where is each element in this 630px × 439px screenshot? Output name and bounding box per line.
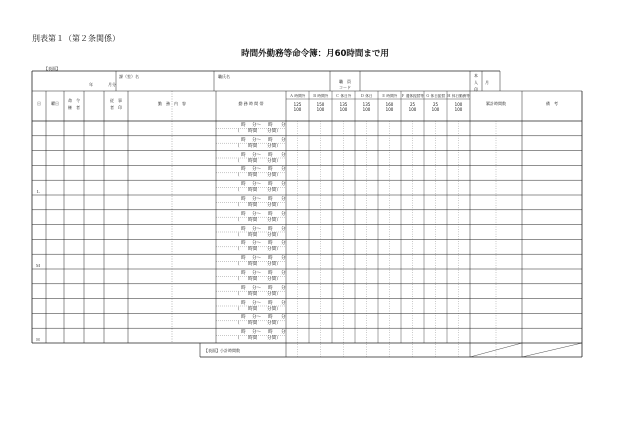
time-end-minute: 分 <box>281 152 286 158</box>
time-end-hour: 時 <box>268 226 273 232</box>
duration-minutes: 分間） <box>267 277 281 282</box>
rate-head-2: Ｃ 休日外 <box>335 94 352 98</box>
time-start-hour: 時 <box>241 226 246 232</box>
duration-open: （ <box>235 306 240 312</box>
time-start-minute: 分〜 <box>252 123 262 128</box>
table-row <box>32 210 582 225</box>
time-end-hour: 時 <box>268 256 273 262</box>
time-end-hour: 時 <box>268 197 273 202</box>
time-end-minute: 分 <box>281 285 286 291</box>
rate-bottom-0: 100 <box>293 107 302 112</box>
name-label: 職氏名 <box>218 74 230 79</box>
subtotal-label: 【表面】小計時間数 <box>204 348 240 353</box>
duration-open: （ <box>235 291 240 297</box>
duration-open: （ <box>235 336 240 342</box>
table-row <box>32 121 582 136</box>
rate-top-1: 150 <box>316 102 325 107</box>
col-worker-seal-2: 者 印 <box>110 105 122 110</box>
duration-open: （ <box>235 203 240 208</box>
side-mark-h: Ｈ <box>36 337 40 342</box>
rate-top-7: 100 <box>454 102 463 107</box>
rate-bottom-4: 100 <box>385 107 394 112</box>
time-start-hour: 時 <box>241 315 246 321</box>
time-end-minute: 分 <box>281 330 286 336</box>
stamp-label-3: 印 <box>474 87 478 92</box>
rate-bottom-5: 100 <box>408 107 417 112</box>
stamp-label-1: 本 <box>474 73 478 78</box>
col-work-content: 勤 務 内 容 <box>158 101 186 106</box>
rate-top-3: 135 <box>362 102 371 107</box>
duration-hours: 時間 <box>248 277 258 282</box>
footer-diagonal <box>522 343 582 357</box>
time-end-hour: 時 <box>268 182 273 188</box>
table-row <box>32 165 582 180</box>
footer-diagonal <box>470 343 522 357</box>
time-start-minute: 分〜 <box>252 285 262 291</box>
col-work-hours: 勤 務 時 間 帯 <box>238 101 264 106</box>
front-label: 【表面】 <box>44 66 60 71</box>
rate-head-3: Ｄ 休日 <box>360 94 373 98</box>
time-start-minute: 分〜 <box>252 197 262 202</box>
time-start-hour: 時 <box>241 182 246 188</box>
duration-open: （ <box>235 321 240 327</box>
duration-hours: 時間 <box>248 143 258 149</box>
duration-hours: 時間 <box>248 291 258 297</box>
col-order-person-1: 命 令 <box>68 98 80 103</box>
rate-head-6: Ｇ 休日振替 <box>425 94 446 98</box>
time-end-minute: 分 <box>281 271 286 276</box>
rate-head-7: Ｈ 休日勤務等 <box>447 94 470 98</box>
duration-minutes: 分間） <box>267 306 281 312</box>
duration-open: （ <box>235 158 240 164</box>
time-start-minute: 分〜 <box>252 226 262 232</box>
duration-open: （ <box>235 247 240 253</box>
col-weekday: 曜日 <box>51 101 59 106</box>
duration-open: （ <box>235 217 240 223</box>
time-start-minute: 分〜 <box>252 315 262 321</box>
duration-minutes: 分間） <box>267 188 281 194</box>
time-start-minute: 分〜 <box>252 271 262 276</box>
time-end-hour: 時 <box>268 285 273 291</box>
code-label: コード <box>339 85 351 90</box>
time-start-hour: 時 <box>241 256 246 262</box>
duration-hours: 時間 <box>248 158 258 164</box>
year-label: 年 <box>89 82 93 87</box>
duration-hours: 時間 <box>248 232 258 238</box>
time-end-minute: 分 <box>281 211 286 217</box>
time-end-minute: 分 <box>281 123 286 128</box>
time-start-hour: 時 <box>241 137 246 143</box>
rate-head-1: Ｂ 時間外 <box>312 94 329 98</box>
table-row <box>32 225 582 240</box>
rate-bottom-3: 100 <box>362 107 371 112</box>
duration-open: （ <box>235 188 240 194</box>
table-row <box>32 328 582 343</box>
time-end-hour: 時 <box>268 271 273 276</box>
duration-minutes: 分間） <box>267 203 281 208</box>
table-row <box>32 254 582 269</box>
time-end-minute: 分 <box>281 226 286 232</box>
duration-hours: 時間 <box>248 188 258 194</box>
time-end-hour: 時 <box>268 241 273 247</box>
time-start-minute: 分〜 <box>252 256 262 262</box>
duration-open: （ <box>235 277 240 282</box>
time-end-hour: 時 <box>268 330 273 336</box>
duration-minutes: 分間） <box>267 262 281 268</box>
time-end-hour: 時 <box>268 152 273 158</box>
time-end-hour: 時 <box>268 300 273 306</box>
duration-minutes: 分間） <box>267 129 281 134</box>
table-row <box>32 151 582 166</box>
time-end-hour: 時 <box>268 123 273 128</box>
rate-head-0: Ａ 時間外 <box>289 94 306 98</box>
time-end-minute: 分 <box>281 137 286 143</box>
time-start-hour: 時 <box>241 271 246 276</box>
time-start-minute: 分〜 <box>252 300 262 306</box>
col-day: 日 <box>37 101 41 106</box>
duration-minutes: 分間） <box>267 158 281 164</box>
table-row <box>32 269 582 284</box>
time-start-hour: 時 <box>241 123 246 128</box>
time-start-minute: 分〜 <box>252 182 262 188</box>
table-row <box>32 180 582 195</box>
time-end-minute: 分 <box>281 241 286 247</box>
job-label: 職 員 <box>339 79 351 84</box>
duration-hours: 時間 <box>248 321 258 327</box>
rate-bottom-7: 100 <box>454 107 463 112</box>
table-row <box>32 136 582 151</box>
side-mark-m: Ｍ <box>36 263 40 268</box>
duration-open: （ <box>235 232 240 238</box>
document-title: 時間外勤務等命令簿：月60時間まで用 <box>241 49 389 59</box>
time-end-hour: 時 <box>268 211 273 217</box>
table-row <box>32 239 582 254</box>
time-start-hour: 時 <box>241 330 246 336</box>
rate-head-4: Ｅ 時間外 <box>381 94 398 98</box>
col-order-person-2: 権 者 <box>68 105 80 110</box>
duration-hours: 時間 <box>248 262 258 268</box>
duration-minutes: 分間） <box>267 336 281 342</box>
stamp-label-2: 人 <box>474 80 478 85</box>
dept-label: 課（室）名 <box>119 74 139 79</box>
time-end-minute: 分 <box>281 315 286 321</box>
time-end-hour: 時 <box>268 137 273 143</box>
duration-hours: 時間 <box>248 173 258 179</box>
time-start-hour: 時 <box>241 211 246 217</box>
col-remarks: 備 考 <box>546 101 558 106</box>
duration-minutes: 分間） <box>267 173 281 179</box>
time-start-minute: 分〜 <box>252 330 262 336</box>
time-start-hour: 時 <box>241 167 246 173</box>
time-start-hour: 時 <box>241 285 246 291</box>
time-start-hour: 時 <box>241 197 246 202</box>
rate-head-5: Ｆ 週休振替等 <box>401 94 424 98</box>
duration-minutes: 分間） <box>267 232 281 238</box>
rate-bottom-2: 100 <box>339 107 348 112</box>
rate-top-6: 25 <box>432 102 439 107</box>
rate-top-2: 135 <box>339 102 348 107</box>
duration-open: （ <box>235 262 240 268</box>
time-start-minute: 分〜 <box>252 211 262 217</box>
duration-hours: 時間 <box>248 203 258 208</box>
table-row <box>32 299 582 314</box>
month-char: 月 <box>485 80 489 85</box>
rate-bottom-1: 100 <box>316 107 325 112</box>
duration-minutes: 分間） <box>267 321 281 327</box>
rate-top-4: 160 <box>385 102 394 107</box>
col-cumulative: 累計時間数 <box>486 101 506 106</box>
table-row <box>32 195 582 210</box>
duration-open: （ <box>235 143 240 149</box>
rate-bottom-6: 100 <box>431 107 440 112</box>
table-row <box>32 313 582 328</box>
time-start-minute: 分〜 <box>252 241 262 247</box>
duration-minutes: 分間） <box>267 247 281 253</box>
time-end-minute: 分 <box>281 197 286 202</box>
time-end-minute: 分 <box>281 167 286 173</box>
col-worker-seal-1: 従 事 <box>110 98 122 103</box>
duration-hours: 時間 <box>248 336 258 342</box>
time-start-minute: 分〜 <box>252 167 262 173</box>
time-start-minute: 分〜 <box>252 137 262 143</box>
duration-hours: 時間 <box>248 217 258 223</box>
side-mark-l: Ｌ <box>36 189 40 194</box>
time-end-minute: 分 <box>281 300 286 306</box>
time-end-hour: 時 <box>268 167 273 173</box>
time-start-hour: 時 <box>241 300 246 306</box>
time-end-minute: 分 <box>281 256 286 262</box>
duration-minutes: 分間） <box>267 217 281 223</box>
time-start-hour: 時 <box>241 152 246 158</box>
month-label: 月分 <box>108 82 116 87</box>
table-row <box>32 284 582 299</box>
duration-minutes: 分間） <box>267 143 281 149</box>
duration-open: （ <box>235 173 240 179</box>
duration-hours: 時間 <box>248 129 258 134</box>
duration-hours: 時間 <box>248 306 258 312</box>
duration-hours: 時間 <box>248 247 258 253</box>
duration-minutes: 分間） <box>267 291 281 297</box>
rate-top-5: 25 <box>409 102 416 107</box>
time-end-hour: 時 <box>268 315 273 321</box>
time-start-hour: 時 <box>241 241 246 247</box>
time-end-minute: 分 <box>281 182 286 188</box>
header-label: 別表第１（第２条関係） <box>32 34 120 43</box>
time-start-minute: 分〜 <box>252 152 262 158</box>
duration-open: （ <box>235 129 240 134</box>
rate-top-0: 125 <box>293 102 302 107</box>
